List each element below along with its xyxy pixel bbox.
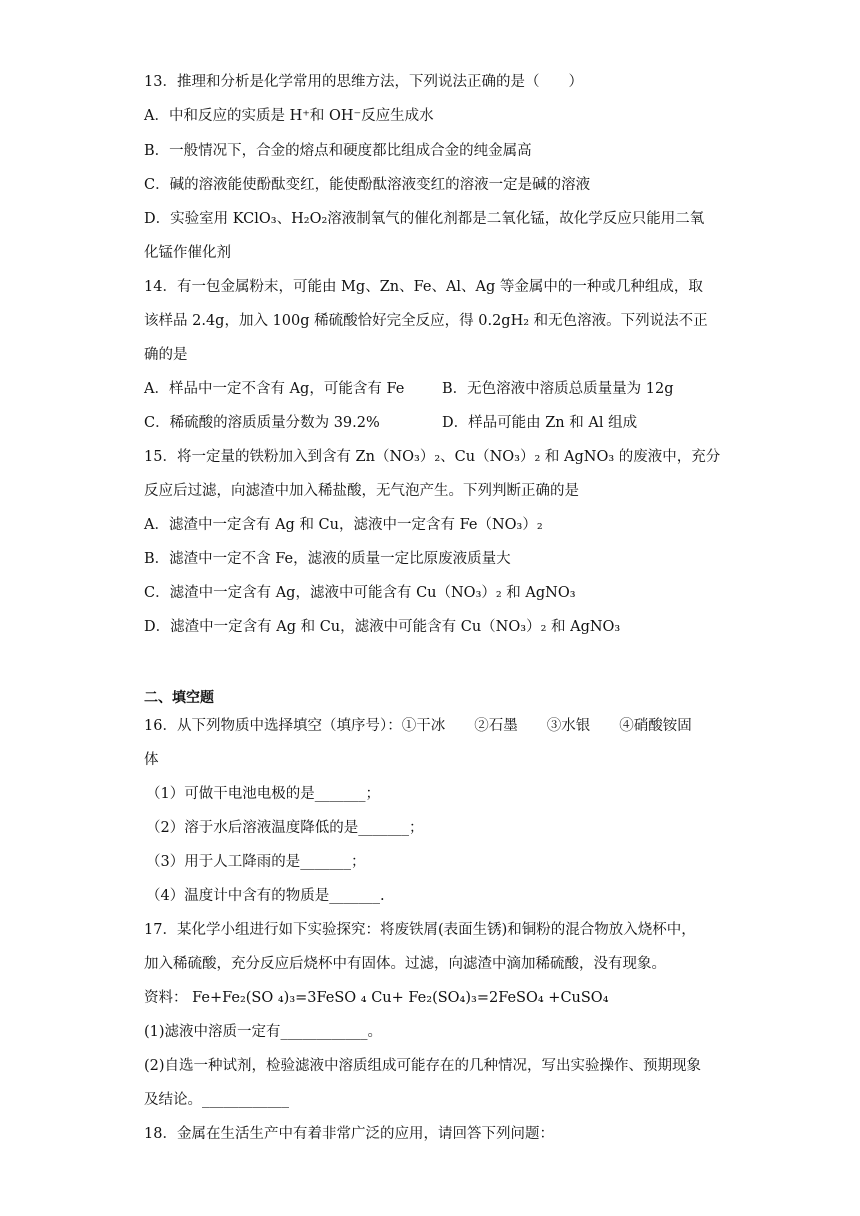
q13-option-c: C．碱的溶液能使酚酞变红，能使酚酞溶液变红的溶液一定是碱的溶液 [144, 177, 591, 193]
q17-reference-info: 资料： Fe+Fe₂(SO ₄)₃=3FeSO ₄ Cu+ Fe₂(SO₄)₃=2FeSO₄ +CuSO₄ [144, 990, 609, 1006]
q14-option-c: C．稀硫酸的溶质质量分数为 39.2% [144, 415, 380, 431]
q16-sub4: （4）温度计中含有的物质是_______. [146, 888, 385, 904]
q15-option-c: C．滤渣中一定含有 Ag，滤液中可能含有 Cu（NO₃）₂ 和 AgNO₃ [144, 585, 576, 601]
q14-option-b: B．无色溶液中溶质总质量量为 12g [442, 381, 674, 397]
q14-options-row1 [144, 379, 720, 399]
q13-option-a: A．中和反应的实质是 H⁺和 OH⁻反应生成水 [144, 108, 434, 124]
q17-part2-line2: 及结论。____________ [144, 1092, 289, 1108]
q14-options-row2 [144, 413, 720, 433]
section-heading-fill-in: 二、填空题 [144, 690, 214, 706]
q14-option-a: A．样品中一定不含有 Ag，可能含有 Fe [144, 381, 405, 397]
q15-option-a: A．滤渣中一定含有 Ag 和 Cu，滤液中一定含有 Fe（NO₃）₂ [144, 517, 543, 533]
q13-option-d-line2: 化锰作催化剂 [144, 245, 231, 261]
q15-stem-line1: 15．将一定量的铁粉加入到含有 Zn（NO₃）₂、Cu（NO₃）₂ 和 AgNO₃ 的废液中，充分 [144, 449, 721, 465]
q13-option-d-line1: D．实验室用 KClO₃、H₂O₂溶液制氧气的催化剂都是二氧化锰，故化学反应只能用二氧 [144, 211, 705, 227]
q16-stem-line2: 体 [144, 752, 159, 768]
q16-sub3: （3）用于人工降雨的是_______； [146, 854, 366, 870]
q17-part2-line1: (2)自选一种试剂，检验滤液中溶质组成可能存在的几种情况，写出实验操作、预期现象 [144, 1058, 702, 1074]
q17-part1: (1)滤液中溶质一定有____________。 [144, 1024, 383, 1040]
q14-stem-line3: 确的是 [144, 347, 188, 363]
q14-stem-line1: 14．有一包金属粉末，可能由 Mg、Zn、Fe、Al、Ag 等金属中的一种或几种组成，取 [144, 279, 703, 295]
q16-stem-line1: 16．从下列物质中选择填空（填序号）：①干冰 ②石墨 ③水银 ④硝酸铵固 [144, 718, 692, 734]
q13-stem: 13．推理和分析是化学常用的思维方法，下列说法正确的是（ ） [144, 74, 583, 90]
q14-option-d: D．样品可能由 Zn 和 Al 组成 [442, 415, 638, 431]
q16-sub2: （2）溶于水后溶液温度降低的是_______； [146, 820, 424, 836]
q15-stem-line2: 反应后过滤，向滤渣中加入稀盐酸，无气泡产生。下列判断正确的是 [144, 483, 579, 499]
q18-stem: 18．金属在生活生产中有着非常广泛的应用，请回答下列问题： [144, 1126, 554, 1142]
q14-stem-line2: 该样品 2.4g，加入 100g 稀硫酸恰好完全反应，得 0.2gH₂ 和无色溶液。下列说法不正 [144, 313, 708, 329]
q13-option-b: B．一般情况下，合金的熔点和硬度都比组成合金的纯金属高 [144, 143, 532, 159]
q17-stem-line2: 加入稀硫酸，充分反应后烧杯中有固体。过滤，向滤渣中滴加稀硫酸，没有现象。 [144, 956, 666, 972]
q16-sub1: （1）可做干电池电极的是_______； [146, 786, 380, 802]
q15-option-b: B．滤渣中一定不含 Fe，滤液的质量一定比原废液质量大 [144, 551, 511, 567]
q15-option-d: D．滤渣中一定含有 Ag 和 Cu，滤液中可能含有 Cu（NO₃）₂ 和 AgNO₃ [144, 619, 621, 635]
q17-stem-line1: 17．某化学小组进行如下实验探究：将废铁屑(表面生锈)和铜粉的混合物放入烧杯中， [144, 922, 696, 938]
